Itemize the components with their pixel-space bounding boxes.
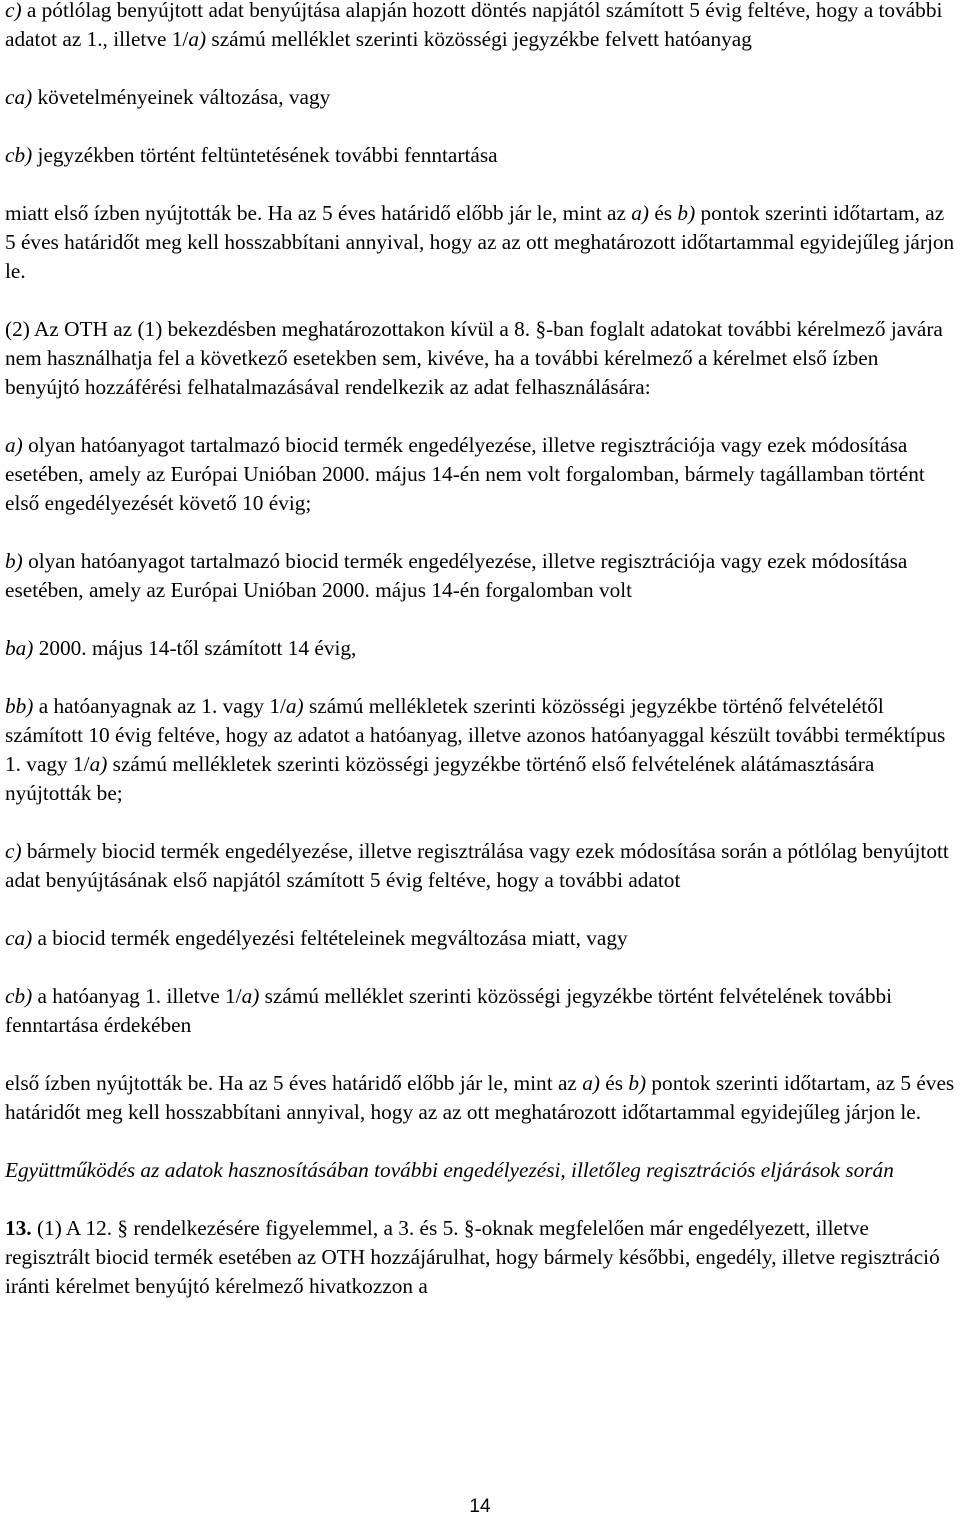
item-label: ca) bbox=[5, 926, 33, 950]
item-label: c) bbox=[5, 0, 22, 22]
item-a: a) olyan hatóanyagot tartalmazó biocid termék engedélyezése, illetve regisztrációja vagy ezek módosítása esetében, amely az Európai Unióban 2000. május 14-én nem volt forgalomban, bármely tagállamban történt első engedélyezését követő 10 évig; bbox=[5, 433, 925, 515]
section-heading: Együttműködés az adatok hasznosításában további engedélyezési, illetőleg regisztrációs eljárások során bbox=[5, 1158, 894, 1182]
subitem-cb: cb) jegyzékben történt feltüntetésének további fenntartása bbox=[5, 143, 498, 167]
document-page bbox=[5, 0, 957, 1301]
page-number: 14 bbox=[469, 1496, 491, 1517]
paragraph-2: (2) Az OTH az (1) bekezdésben meghatározottakon kívül a 8. §-ban foglalt adatokat további kérelmező javára nem használhatja fel a következő esetekben sem, kivéve, ha a további kérelmező a kérelmet első ízben benyújtó hozzáférési felhatalmazásával rendelkezik az adat felhasználására: bbox=[5, 317, 943, 399]
item-label: a) bbox=[5, 433, 23, 457]
item-label: cb) bbox=[5, 143, 33, 167]
item-label: bb) bbox=[5, 694, 34, 718]
item-label: ca) bbox=[5, 85, 33, 109]
item-c: c) bármely biocid termék engedélyezése, illetve regisztrálása vagy ezek módosítása során a pótlólag benyújtott adat benyújtásának első napjától számított 5 évig feltéve, hogy a további adatot bbox=[5, 839, 949, 892]
subitem-ba: ba) 2000. május 14-től számított 14 évig, bbox=[5, 636, 357, 660]
subitem-bb: bb) a hatóanyagnak az 1. vagy 1/a) számú mellékletek szerinti közösségi jegyzékbe történő felvételétől számított 10 évig feltéve, hogy az adatot a hatóanyag, illetve azonos hatóanyaggal készült további terméktípus 1. vagy 1/a) számú mellékletek szerinti közösségi jegyzékbe történő első felvételének alátámasztására nyújtották be; bbox=[5, 694, 946, 805]
subitem-ca: ca) követelményeinek változása, vagy bbox=[5, 85, 331, 109]
item-label: ba) bbox=[5, 636, 34, 660]
subitem-ca-2: ca) a biocid termék engedélyezési feltételeinek megváltozása miatt, vagy bbox=[5, 926, 628, 950]
subitem-cb-2: cb) a hatóanyag 1. illetve 1/a) számú melléklet szerinti közösségi jegyzékbe történt felvételének további fenntartása érdekében bbox=[5, 984, 893, 1037]
item-label: b) bbox=[5, 549, 23, 573]
paragraph-deadline-2: első ízben nyújtották be. Ha az 5 éves határidő előbb jár le, mint az a) és b) pontok szerinti időtartam, az 5 éves határidőt meg kell hosszabbítani annyival, hogy az az ott meghatározott időtartammal egyidejűleg járjon le. bbox=[5, 1071, 955, 1124]
section-number: 13. bbox=[5, 1216, 32, 1240]
item-label: cb) bbox=[5, 984, 33, 1008]
item-b: b) olyan hatóanyagot tartalmazó biocid termék engedélyezése, illetve regisztrációja vagy ezek módosítása esetében, amely az Európai Unióban 2000. május 14-én forgalomban volt bbox=[5, 549, 908, 602]
paragraph-13: 13. (1) A 12. § rendelkezésére figyelemmel, a 3. és 5. §-oknak megfelelően már engedélyezett, illetve regisztrált biocid termék esetében az OTH hozzájárulhat, hogy bármely későbbi, engedély, illetve regisztráció iránti kérelmet benyújtó kérelmező hivatkozzon a bbox=[5, 1216, 940, 1298]
paragraph-deadline-1: miatt első ízben nyújtották be. Ha az 5 éves határidő előbb jár le, mint az a) és b) pontok szerinti időtartam, az 5 éves határidőt meg kell hosszabbítani annyival, hogy az az ott meghatározott időtartammal egyidejűleg járjon le. bbox=[5, 201, 955, 283]
paragraph-c-continued: c) a pótlólag benyújtott adat benyújtása alapján hozott döntés napjától számított 5 évig feltéve, hogy a további adatot az 1., illetve 1/a) számú melléklet szerinti közösségi jegyzékbe felvett hatóanyag bbox=[5, 0, 943, 51]
item-label: c) bbox=[5, 839, 22, 863]
